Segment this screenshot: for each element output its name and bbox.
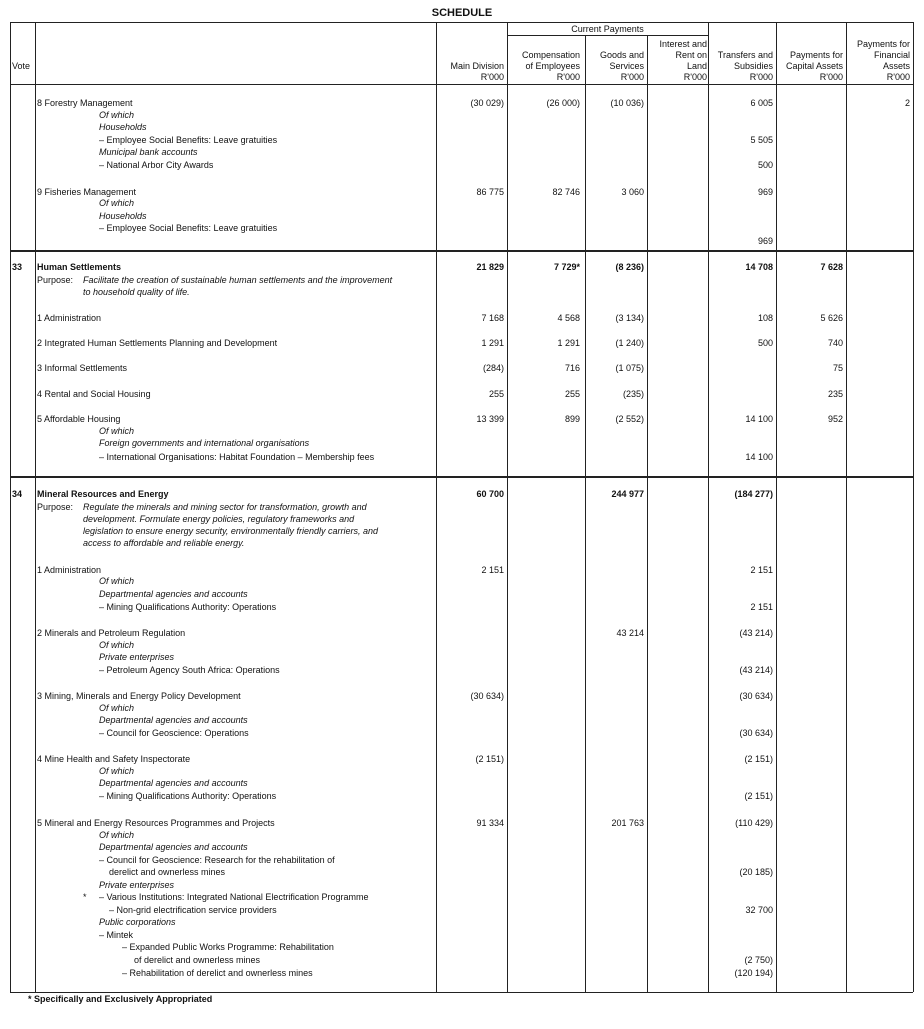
purpose-text: to household quality of life.: [83, 287, 190, 297]
row-label: Municipal bank accounts: [99, 147, 198, 157]
cell-capital: 7 628: [820, 262, 843, 272]
cell-transfers: 2 151: [750, 565, 773, 575]
row-label: – Council for Geoscience: Research for the rehabilitation of: [99, 855, 335, 865]
header-compensation: of Employees: [525, 61, 580, 71]
row-label: 3 Mining, Minerals and Energy Policy Development: [37, 691, 241, 701]
row-label: – Mintek: [99, 930, 134, 940]
cell-transfers: 500: [757, 338, 773, 348]
header-goods-services: Goods and: [599, 50, 644, 60]
appropriated-marker: *: [83, 892, 87, 902]
cell-main: 60 700: [476, 489, 504, 499]
row-label: – Expanded Public Works Programme: Rehabilitation: [122, 942, 334, 952]
row-label: Households: [99, 211, 147, 221]
purpose-label: Purpose:: [37, 502, 74, 512]
cell-transfers: 108: [757, 313, 773, 323]
cell-comp: 1 291: [557, 338, 580, 348]
cell-goods: (8 236): [615, 262, 644, 272]
cell-goods: (3 134): [615, 313, 644, 323]
row-label: Of which: [99, 426, 135, 436]
vote-name: Mineral Resources and Energy: [37, 489, 169, 499]
row-label: Of which: [99, 830, 135, 840]
header-main-division: Main Division: [450, 61, 504, 71]
cell-main: 86 775: [476, 187, 504, 197]
purpose-text: legislation to ensure energy security, environmentally friendly carriers, and: [83, 526, 378, 536]
header-goods-services: Services: [609, 61, 644, 71]
cell-capital: 952: [827, 414, 843, 424]
cell-transfers: 6 005: [750, 98, 773, 108]
cell-comp: 899: [564, 414, 580, 424]
cell-comp: (26 000): [546, 98, 580, 108]
row-label: – Council for Geoscience: Operations: [99, 728, 249, 738]
vote-name: Human Settlements: [37, 262, 122, 272]
purpose-text: Facilitate the creation of sustainable human settlements and the improvement: [83, 275, 393, 285]
cell-comp: 7 729*: [553, 262, 580, 272]
cell-main: (284): [482, 363, 504, 373]
cell-capital: 740: [827, 338, 843, 348]
row-label: Of which: [99, 576, 135, 586]
row-label: 5 Mineral and Energy Resources Programmes and Projects: [37, 818, 275, 828]
cell-transfers: 969: [757, 187, 773, 197]
cell-comp: 4 568: [557, 313, 580, 323]
header-financial-assets: Financial: [873, 50, 910, 60]
row-label: Of which: [99, 110, 135, 120]
cell-main: 91 334: [476, 818, 504, 828]
row-label: – Employee Social Benefits: Leave gratuities: [99, 135, 278, 145]
row-label: Public corporations: [99, 917, 176, 927]
row-label: 1 Administration: [37, 565, 102, 575]
cell-goods: (1 240): [615, 338, 644, 348]
row-label: Departmental agencies and accounts: [99, 842, 248, 852]
row-label: 2 Integrated Human Settlements Planning and Development: [37, 338, 278, 348]
cell-main: (30 029): [470, 98, 504, 108]
cell-main: 2 151: [481, 565, 504, 575]
cell-comp: 82 746: [552, 187, 580, 197]
cell-main: 1 291: [481, 338, 504, 348]
cell-transfers: (30 634): [739, 691, 773, 701]
row-label: 2 Minerals and Petroleum Regulation: [37, 628, 186, 638]
row-label: – International Organisations: Habitat Foundation – Membership fees: [99, 452, 375, 462]
row-label: derelict and ownerless mines: [109, 867, 226, 877]
schedule-title: SCHEDULE: [431, 7, 493, 19]
cell-goods: (1 075): [615, 363, 644, 373]
row-label: Households: [99, 122, 147, 132]
header-capital-assets: Capital Assets: [785, 61, 843, 71]
row-label: 9 Fisheries Management: [37, 187, 137, 197]
cell-comp: 716: [564, 363, 580, 373]
cell-main: 21 829: [476, 262, 504, 272]
cell-goods: 201 763: [611, 818, 644, 828]
header-transfers-subsidies: Subsidies: [733, 61, 773, 71]
vote-number: 34: [12, 489, 23, 499]
cell-goods: (10 036): [610, 98, 644, 108]
cell-capital: 5 626: [820, 313, 843, 323]
cell-transfers: 969: [757, 236, 773, 246]
cell-transfers: 14 708: [745, 262, 773, 272]
row-label: – Petroleum Agency South Africa: Operations: [99, 665, 280, 675]
cell-transfers: (110 429): [735, 818, 773, 828]
cell-transfers: (184 277): [734, 489, 773, 499]
header-interest-rent: Land: [686, 61, 707, 71]
header-interest-rent: Rent on: [675, 50, 707, 60]
row-label: 3 Informal Settlements: [37, 363, 128, 373]
row-label: Private enterprises: [99, 880, 175, 890]
purpose-text: Regulate the minerals and mining sector for transformation, growth and: [83, 502, 367, 512]
row-label: – National Arbor City Awards: [99, 160, 214, 170]
row-label: Foreign governments and international organisations: [99, 438, 310, 448]
row-label: 5 Affordable Housing: [37, 414, 121, 424]
cell-goods: (235): [622, 389, 644, 399]
purpose-text: access to affordable and reliable energy.: [83, 538, 245, 548]
cell-transfers: (2 151): [744, 791, 773, 801]
header-unit-capital: R'000: [819, 72, 843, 82]
cell-transfers: (120 194): [734, 968, 773, 978]
cell-transfers: 32 700: [745, 905, 773, 915]
header-unit-goods: R'000: [620, 72, 644, 82]
row-label: 1 Administration: [37, 313, 102, 323]
row-label: Private enterprises: [99, 652, 175, 662]
header-unit-main: R'000: [480, 72, 504, 82]
row-label: Departmental agencies and accounts: [99, 589, 248, 599]
cell-goods: (2 552): [615, 414, 644, 424]
footnote: * Specifically and Exclusively Appropriated: [28, 994, 213, 1004]
cell-transfers: (43 214): [739, 628, 773, 638]
row-label: Departmental agencies and accounts: [99, 715, 248, 725]
cell-goods: 3 060: [621, 187, 644, 197]
cell-capital: 75: [832, 363, 843, 373]
cell-transfers: (20 185): [739, 867, 773, 877]
cell-main: (30 634): [470, 691, 504, 701]
row-label: Of which: [99, 766, 135, 776]
row-label: – Various Institutions: Integrated National Electrification Programme: [99, 892, 369, 902]
row-label: – Mining Qualifications Authority: Operations: [99, 602, 277, 612]
header-compensation: Compensation: [521, 50, 580, 60]
header-transfers-subsidies: Transfers and: [717, 50, 773, 60]
row-label: of derelict and ownerless mines: [134, 955, 261, 965]
cell-transfers: 5 505: [750, 135, 773, 145]
purpose-text: development. Formulate energy policies, regulatory frameworks and: [83, 514, 355, 524]
header-unit-financial: R'000: [886, 72, 910, 82]
row-label: Of which: [99, 198, 135, 208]
cell-transfers: 2 151: [750, 602, 773, 612]
cell-comp: 255: [564, 389, 580, 399]
cell-transfers: (43 214): [739, 665, 773, 675]
row-label: – Non-grid electrification service providers: [109, 905, 277, 915]
row-label: Departmental agencies and accounts: [99, 778, 248, 788]
header-current-payments: Current Payments: [571, 24, 644, 34]
header-vote: Vote: [12, 61, 31, 71]
row-label: – Rehabilitation of derelict and ownerless mines: [122, 968, 313, 978]
cell-transfers: (2 750): [744, 955, 773, 965]
row-label: 4 Rental and Social Housing: [37, 389, 151, 399]
cell-financial: 2: [904, 98, 910, 108]
row-label: Of which: [99, 640, 135, 650]
cell-capital: 235: [827, 389, 843, 399]
header-capital-assets: Payments for: [789, 50, 843, 60]
cell-transfers: 500: [757, 160, 773, 170]
cell-main: 7 168: [481, 313, 504, 323]
row-label: – Employee Social Benefits: Leave gratuities: [99, 223, 278, 233]
header-financial-assets: Assets: [882, 61, 910, 71]
cell-transfers: 14 100: [745, 452, 773, 462]
row-label: – Mining Qualifications Authority: Operations: [99, 791, 277, 801]
cell-goods: 43 214: [616, 628, 644, 638]
cell-main: (2 151): [475, 754, 504, 764]
header-interest-rent: Interest and: [659, 39, 707, 49]
cell-goods: 244 977: [611, 489, 644, 499]
cell-transfers: (30 634): [739, 728, 773, 738]
cell-main: 13 399: [476, 414, 504, 424]
header-financial-assets: Payments for: [856, 39, 910, 49]
purpose-label: Purpose:: [37, 275, 74, 285]
cell-main: 255: [488, 389, 504, 399]
row-label: Of which: [99, 703, 135, 713]
vote-number: 33: [12, 262, 23, 272]
cell-transfers: 14 100: [745, 414, 773, 424]
row-label: 4 Mine Health and Safety Inspectorate: [37, 754, 191, 764]
row-label: 8 Forestry Management: [37, 98, 133, 108]
header-unit-interest: R'000: [683, 72, 707, 82]
cell-transfers: (2 151): [744, 754, 773, 764]
header-unit-transfers: R'000: [749, 72, 773, 82]
header-unit-comp: R'000: [556, 72, 580, 82]
